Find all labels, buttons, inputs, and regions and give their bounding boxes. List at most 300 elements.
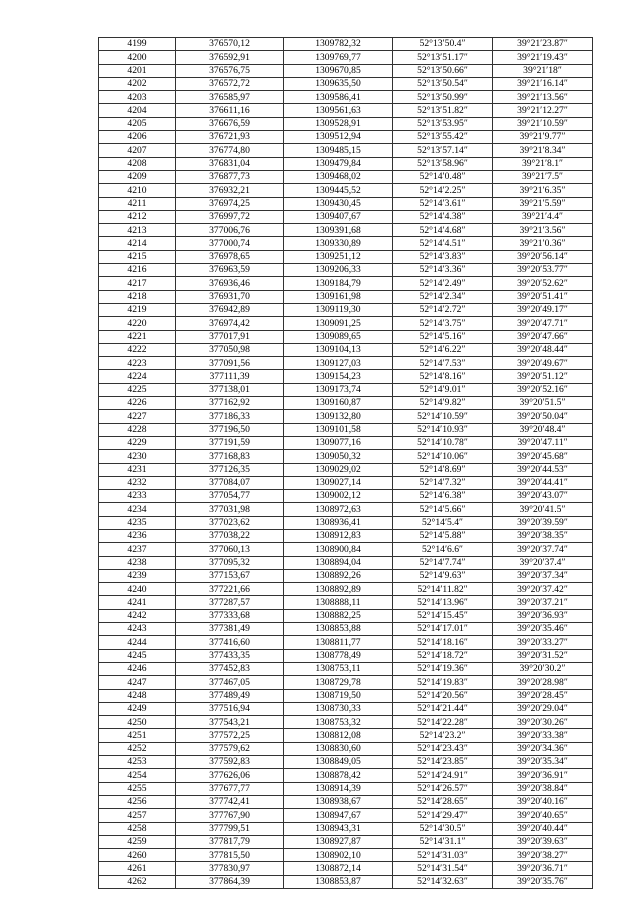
x-coordinate-cell: 377489,49 xyxy=(176,689,284,702)
y-coordinate-cell: 1309251,12 xyxy=(284,250,393,263)
point-number-cell: 4222 xyxy=(99,343,176,356)
table-row xyxy=(99,689,593,702)
table-row xyxy=(99,38,593,51)
y-coordinate-cell: 1309089,65 xyxy=(284,330,393,343)
longitude-cell: 39°20′40.65″ xyxy=(493,809,593,822)
y-coordinate-cell: 1308894,04 xyxy=(284,556,393,569)
table-row xyxy=(99,290,593,303)
x-coordinate-cell: 376978,65 xyxy=(176,250,284,263)
latitude-cell: 52°13′51.17″ xyxy=(393,51,493,64)
y-coordinate-cell: 1308892,26 xyxy=(284,569,393,582)
table-row xyxy=(99,490,593,503)
x-coordinate-cell: 376592,91 xyxy=(176,51,284,64)
latitude-cell: 52°13′51.82″ xyxy=(393,104,493,117)
x-coordinate-cell: 376963,59 xyxy=(176,264,284,277)
x-coordinate-cell: 377626,06 xyxy=(176,769,284,782)
x-coordinate-cell: 376997,72 xyxy=(176,210,284,223)
point-number-cell: 4245 xyxy=(99,649,176,662)
table-row xyxy=(99,516,593,529)
latitude-cell: 52°14′6.22″ xyxy=(393,343,493,356)
point-number-cell: 4208 xyxy=(99,157,176,170)
longitude-cell: 39°21′13.56″ xyxy=(493,91,593,104)
longitude-cell: 39°20′37.21″ xyxy=(493,596,593,609)
y-coordinate-cell: 1309430,45 xyxy=(284,197,393,210)
y-coordinate-cell: 1308753,11 xyxy=(284,662,393,675)
y-coordinate-cell: 1308811,77 xyxy=(284,636,393,649)
y-coordinate-cell: 1309528,91 xyxy=(284,117,393,130)
latitude-cell: 52°14′2.34″ xyxy=(393,290,493,303)
latitude-cell: 52°14′2.25″ xyxy=(393,184,493,197)
longitude-cell: 39°20′44.41″ xyxy=(493,476,593,489)
latitude-cell: 52°14′7.53″ xyxy=(393,357,493,370)
y-coordinate-cell: 1308888,11 xyxy=(284,596,393,609)
table-row xyxy=(99,862,593,875)
table-row xyxy=(99,131,593,144)
latitude-cell: 52°14′5.66″ xyxy=(393,503,493,516)
x-coordinate-cell: 377196,50 xyxy=(176,423,284,436)
y-coordinate-cell: 1309132,80 xyxy=(284,410,393,423)
x-coordinate-cell: 377543,21 xyxy=(176,716,284,729)
longitude-cell: 39°20′37.4″ xyxy=(493,556,593,569)
x-coordinate-cell: 377054,77 xyxy=(176,490,284,503)
y-coordinate-cell: 1309391,68 xyxy=(284,224,393,237)
table-row xyxy=(99,769,593,782)
point-number-cell: 4259 xyxy=(99,835,176,848)
latitude-cell: 52°14′10.93″ xyxy=(393,423,493,436)
latitude-cell: 52°14′30.5″ xyxy=(393,822,493,835)
longitude-cell: 39°20′52.62″ xyxy=(493,277,593,290)
x-coordinate-cell: 376585,97 xyxy=(176,91,284,104)
longitude-cell: 39°20′47.71″ xyxy=(493,317,593,330)
table-row xyxy=(99,237,593,250)
latitude-cell: 52°13′55.42″ xyxy=(393,131,493,144)
longitude-cell: 39°20′41.5″ xyxy=(493,503,593,516)
table-row xyxy=(99,609,593,622)
x-coordinate-cell: 377572,25 xyxy=(176,729,284,742)
table-row xyxy=(99,716,593,729)
latitude-cell: 52°14′29.47″ xyxy=(393,809,493,822)
x-coordinate-cell: 376942,89 xyxy=(176,303,284,316)
y-coordinate-cell: 1309184,79 xyxy=(284,277,393,290)
table-row xyxy=(99,729,593,742)
latitude-cell: 52°14′32.63″ xyxy=(393,875,493,888)
x-coordinate-cell: 377060,13 xyxy=(176,543,284,556)
x-coordinate-cell: 377677,77 xyxy=(176,782,284,795)
y-coordinate-cell: 1309119,30 xyxy=(284,303,393,316)
table-row xyxy=(99,623,593,636)
y-coordinate-cell: 1309029,02 xyxy=(284,463,393,476)
y-coordinate-cell: 1309161,98 xyxy=(284,290,393,303)
table-row xyxy=(99,77,593,90)
point-number-cell: 4240 xyxy=(99,583,176,596)
latitude-cell: 52°14′20.56″ xyxy=(393,689,493,702)
longitude-cell: 39°21′12.27″ xyxy=(493,104,593,117)
x-coordinate-cell: 377191,59 xyxy=(176,436,284,449)
latitude-cell: 52°14′22.28″ xyxy=(393,716,493,729)
point-number-cell: 4205 xyxy=(99,117,176,130)
x-coordinate-cell: 377433,35 xyxy=(176,649,284,662)
table-row xyxy=(99,104,593,117)
x-coordinate-cell: 377767,90 xyxy=(176,809,284,822)
longitude-cell: 39°20′36.71″ xyxy=(493,862,593,875)
y-coordinate-cell: 1309154,23 xyxy=(284,370,393,383)
latitude-cell: 52°14′2.49″ xyxy=(393,277,493,290)
latitude-cell: 52°14′4.38″ xyxy=(393,210,493,223)
longitude-cell: 39°20′44.53″ xyxy=(493,463,593,476)
x-coordinate-cell: 376877,73 xyxy=(176,170,284,183)
y-coordinate-cell: 1308927,87 xyxy=(284,835,393,848)
point-number-cell: 4223 xyxy=(99,357,176,370)
x-coordinate-cell: 376936,46 xyxy=(176,277,284,290)
x-coordinate-cell: 376570,12 xyxy=(176,38,284,51)
point-number-cell: 4219 xyxy=(99,303,176,316)
y-coordinate-cell: 1308972,63 xyxy=(284,503,393,516)
longitude-cell: 39°21′9.77″ xyxy=(493,131,593,144)
latitude-cell: 52°14′17.01″ xyxy=(393,623,493,636)
longitude-cell: 39°20′35.34″ xyxy=(493,756,593,769)
table-row xyxy=(99,676,593,689)
point-number-cell: 4230 xyxy=(99,450,176,463)
longitude-cell: 39°20′37.74″ xyxy=(493,543,593,556)
table-row xyxy=(99,343,593,356)
table-row xyxy=(99,476,593,489)
latitude-cell: 52°13′50.4″ xyxy=(393,38,493,51)
y-coordinate-cell: 1309104,13 xyxy=(284,343,393,356)
table-row xyxy=(99,835,593,848)
point-number-cell: 4241 xyxy=(99,596,176,609)
latitude-cell: 52°14′23.85″ xyxy=(393,756,493,769)
x-coordinate-cell: 377333,68 xyxy=(176,609,284,622)
longitude-cell: 39°20′56.14″ xyxy=(493,250,593,263)
latitude-cell: 52°14′15.45″ xyxy=(393,609,493,622)
x-coordinate-cell: 377095,32 xyxy=(176,556,284,569)
table-row xyxy=(99,144,593,157)
point-number-cell: 4229 xyxy=(99,436,176,449)
point-number-cell: 4220 xyxy=(99,317,176,330)
x-coordinate-cell: 377023,62 xyxy=(176,516,284,529)
y-coordinate-cell: 1309635,50 xyxy=(284,77,393,90)
point-number-cell: 4216 xyxy=(99,264,176,277)
y-coordinate-cell: 1309782,32 xyxy=(284,38,393,51)
table-row xyxy=(99,463,593,476)
x-coordinate-cell: 377186,33 xyxy=(176,410,284,423)
longitude-cell: 39°20′53.77″ xyxy=(493,264,593,277)
y-coordinate-cell: 1309077,16 xyxy=(284,436,393,449)
point-number-cell: 4209 xyxy=(99,170,176,183)
longitude-cell: 39°20′30.2″ xyxy=(493,662,593,675)
x-coordinate-cell: 377038,22 xyxy=(176,529,284,542)
x-coordinate-cell: 377864,39 xyxy=(176,875,284,888)
table-row xyxy=(99,795,593,808)
x-coordinate-cell: 376931,70 xyxy=(176,290,284,303)
table-row xyxy=(99,157,593,170)
table-row xyxy=(99,184,593,197)
table-row xyxy=(99,809,593,822)
latitude-cell: 52°13′50.54″ xyxy=(393,77,493,90)
table-row xyxy=(99,596,593,609)
x-coordinate-cell: 377381,49 xyxy=(176,623,284,636)
latitude-cell: 52°14′5.88″ xyxy=(393,529,493,542)
x-coordinate-cell: 377592,83 xyxy=(176,756,284,769)
table-row xyxy=(99,503,593,516)
latitude-cell: 52°14′13.96″ xyxy=(393,596,493,609)
point-number-cell: 4253 xyxy=(99,756,176,769)
table-row xyxy=(99,543,593,556)
longitude-cell: 39°21′19.43″ xyxy=(493,51,593,64)
y-coordinate-cell: 1308900,84 xyxy=(284,543,393,556)
latitude-cell: 52°13′50.66″ xyxy=(393,64,493,77)
latitude-cell: 52°14′10.06″ xyxy=(393,450,493,463)
point-number-cell: 4221 xyxy=(99,330,176,343)
point-number-cell: 4244 xyxy=(99,636,176,649)
longitude-cell: 39°20′50.04″ xyxy=(493,410,593,423)
latitude-cell: 52°14′4.51″ xyxy=(393,237,493,250)
longitude-cell: 39°20′52.16″ xyxy=(493,383,593,396)
latitude-cell: 52°14′28.65″ xyxy=(393,795,493,808)
longitude-cell: 39°21′4.4″ xyxy=(493,210,593,223)
latitude-cell: 52°14′19.36″ xyxy=(393,662,493,675)
point-number-cell: 4261 xyxy=(99,862,176,875)
table-row xyxy=(99,662,593,675)
point-number-cell: 4217 xyxy=(99,277,176,290)
longitude-cell: 39°20′48.4″ xyxy=(493,423,593,436)
y-coordinate-cell: 1308902,10 xyxy=(284,849,393,862)
latitude-cell: 52°14′9.63″ xyxy=(393,569,493,582)
longitude-cell: 39°21′8.1″ xyxy=(493,157,593,170)
table-row xyxy=(99,250,593,263)
point-number-cell: 4256 xyxy=(99,795,176,808)
point-number-cell: 4206 xyxy=(99,131,176,144)
table-row xyxy=(99,556,593,569)
point-number-cell: 4238 xyxy=(99,556,176,569)
x-coordinate-cell: 377467,05 xyxy=(176,676,284,689)
longitude-cell: 39°20′35.46″ xyxy=(493,623,593,636)
point-number-cell: 4199 xyxy=(99,38,176,51)
longitude-cell: 39°20′40.16″ xyxy=(493,795,593,808)
latitude-cell: 52°14′7.32″ xyxy=(393,476,493,489)
point-number-cell: 4235 xyxy=(99,516,176,529)
latitude-cell: 52°14′31.54″ xyxy=(393,862,493,875)
point-number-cell: 4257 xyxy=(99,809,176,822)
y-coordinate-cell: 1308938,67 xyxy=(284,795,393,808)
table-row xyxy=(99,649,593,662)
longitude-cell: 39°20′39.63″ xyxy=(493,835,593,848)
longitude-cell: 39°20′51.5″ xyxy=(493,397,593,410)
longitude-cell: 39°20′48.44″ xyxy=(493,343,593,356)
x-coordinate-cell: 377050,98 xyxy=(176,343,284,356)
x-coordinate-cell: 377742,41 xyxy=(176,795,284,808)
table-row xyxy=(99,822,593,835)
latitude-cell: 52°14′19.83″ xyxy=(393,676,493,689)
y-coordinate-cell: 1308730,33 xyxy=(284,702,393,715)
y-coordinate-cell: 1309173,74 xyxy=(284,383,393,396)
y-coordinate-cell: 1308947,67 xyxy=(284,809,393,822)
point-number-cell: 4210 xyxy=(99,184,176,197)
x-coordinate-cell: 376572,72 xyxy=(176,77,284,90)
latitude-cell: 52°14′31.03″ xyxy=(393,849,493,862)
latitude-cell: 52°14′31.1″ xyxy=(393,835,493,848)
y-coordinate-cell: 1309330,89 xyxy=(284,237,393,250)
x-coordinate-cell: 376932,21 xyxy=(176,184,284,197)
point-number-cell: 4254 xyxy=(99,769,176,782)
point-number-cell: 4225 xyxy=(99,383,176,396)
latitude-cell: 52°14′5.4″ xyxy=(393,516,493,529)
longitude-cell: 39°20′28.98″ xyxy=(493,676,593,689)
x-coordinate-cell: 376576,75 xyxy=(176,64,284,77)
point-number-cell: 4251 xyxy=(99,729,176,742)
point-number-cell: 4211 xyxy=(99,197,176,210)
latitude-cell: 52°14′6.6″ xyxy=(393,543,493,556)
point-number-cell: 4247 xyxy=(99,676,176,689)
y-coordinate-cell: 1308853,87 xyxy=(284,875,393,888)
point-number-cell: 4236 xyxy=(99,529,176,542)
latitude-cell: 52°14′6.38″ xyxy=(393,490,493,503)
point-number-cell: 4246 xyxy=(99,662,176,675)
table-row xyxy=(99,742,593,755)
y-coordinate-cell: 1308878,42 xyxy=(284,769,393,782)
latitude-cell: 52°14′23.2″ xyxy=(393,729,493,742)
point-number-cell: 4212 xyxy=(99,210,176,223)
longitude-cell: 39°21′7.5″ xyxy=(493,170,593,183)
table-row xyxy=(99,277,593,290)
latitude-cell: 52°14′4.68″ xyxy=(393,224,493,237)
y-coordinate-cell: 1309101,58 xyxy=(284,423,393,436)
point-number-cell: 4237 xyxy=(99,543,176,556)
longitude-cell: 39°20′36.93″ xyxy=(493,609,593,622)
longitude-cell: 39°21′23.87″ xyxy=(493,38,593,51)
y-coordinate-cell: 1309468,02 xyxy=(284,170,393,183)
point-number-cell: 4250 xyxy=(99,716,176,729)
longitude-cell: 39°20′38.27″ xyxy=(493,849,593,862)
x-coordinate-cell: 377416,60 xyxy=(176,636,284,649)
latitude-cell: 52°13′58.96″ xyxy=(393,157,493,170)
table-row xyxy=(99,317,593,330)
point-number-cell: 4215 xyxy=(99,250,176,263)
y-coordinate-cell: 1309512,94 xyxy=(284,131,393,144)
latitude-cell: 52°13′50.99″ xyxy=(393,91,493,104)
x-coordinate-cell: 377815,50 xyxy=(176,849,284,862)
point-number-cell: 4231 xyxy=(99,463,176,476)
longitude-cell: 39°20′43.07″ xyxy=(493,490,593,503)
x-coordinate-cell: 376611,16 xyxy=(176,104,284,117)
y-coordinate-cell: 1308812,08 xyxy=(284,729,393,742)
x-coordinate-cell: 377126,35 xyxy=(176,463,284,476)
longitude-cell: 39°21′3.56″ xyxy=(493,224,593,237)
x-coordinate-cell: 376721,93 xyxy=(176,131,284,144)
x-coordinate-cell: 377162,92 xyxy=(176,397,284,410)
longitude-cell: 39°21′16.14″ xyxy=(493,77,593,90)
x-coordinate-cell: 376831,04 xyxy=(176,157,284,170)
latitude-cell: 52°14′11.82″ xyxy=(393,583,493,596)
table-row xyxy=(99,782,593,795)
y-coordinate-cell: 1308729,78 xyxy=(284,676,393,689)
longitude-cell: 39°20′33.38″ xyxy=(493,729,593,742)
point-number-cell: 4203 xyxy=(99,91,176,104)
point-number-cell: 4252 xyxy=(99,742,176,755)
latitude-cell: 52°14′3.83″ xyxy=(393,250,493,263)
y-coordinate-cell: 1309206,33 xyxy=(284,264,393,277)
latitude-cell: 52°14′10.78″ xyxy=(393,436,493,449)
longitude-cell: 39°20′49.67″ xyxy=(493,357,593,370)
latitude-cell: 52°14′0.48″ xyxy=(393,170,493,183)
x-coordinate-cell: 377579,62 xyxy=(176,742,284,755)
table-row xyxy=(99,64,593,77)
table-row xyxy=(99,210,593,223)
table-row xyxy=(99,410,593,423)
x-coordinate-cell: 377017,91 xyxy=(176,330,284,343)
longitude-cell: 39°20′30.26″ xyxy=(493,716,593,729)
table-row xyxy=(99,436,593,449)
point-number-cell: 4200 xyxy=(99,51,176,64)
table-row xyxy=(99,303,593,316)
x-coordinate-cell: 377111,39 xyxy=(176,370,284,383)
point-number-cell: 4239 xyxy=(99,569,176,582)
point-number-cell: 4201 xyxy=(99,64,176,77)
point-number-cell: 4260 xyxy=(99,849,176,862)
latitude-cell: 52°14′10.59″ xyxy=(393,410,493,423)
x-coordinate-cell: 377168,83 xyxy=(176,450,284,463)
latitude-cell: 52°14′5.16″ xyxy=(393,330,493,343)
latitude-cell: 52°14′18.16″ xyxy=(393,636,493,649)
y-coordinate-cell: 1309479,84 xyxy=(284,157,393,170)
x-coordinate-cell: 377287,57 xyxy=(176,596,284,609)
y-coordinate-cell: 1308872,14 xyxy=(284,862,393,875)
table-row xyxy=(99,51,593,64)
table-row xyxy=(99,423,593,436)
longitude-cell: 39°20′38.35″ xyxy=(493,529,593,542)
longitude-cell: 39°20′37.34″ xyxy=(493,569,593,582)
x-coordinate-cell: 377153,67 xyxy=(176,569,284,582)
y-coordinate-cell: 1309769,77 xyxy=(284,51,393,64)
point-number-cell: 4214 xyxy=(99,237,176,250)
longitude-cell: 39°20′35.76″ xyxy=(493,875,593,888)
point-number-cell: 4226 xyxy=(99,397,176,410)
longitude-cell: 39°20′28.45″ xyxy=(493,689,593,702)
table-row xyxy=(99,357,593,370)
latitude-cell: 52°14′18.72″ xyxy=(393,649,493,662)
longitude-cell: 39°21′6.35″ xyxy=(493,184,593,197)
y-coordinate-cell: 1309485,15 xyxy=(284,144,393,157)
x-coordinate-cell: 377031,98 xyxy=(176,503,284,516)
longitude-cell: 39°20′47.11″ xyxy=(493,436,593,449)
longitude-cell: 39°20′37.42″ xyxy=(493,583,593,596)
point-number-cell: 4227 xyxy=(99,410,176,423)
y-coordinate-cell: 1308892,89 xyxy=(284,583,393,596)
longitude-cell: 39°20′40.44″ xyxy=(493,822,593,835)
table-row xyxy=(99,636,593,649)
latitude-cell: 52°13′57.14″ xyxy=(393,144,493,157)
longitude-cell: 39°21′10.59″ xyxy=(493,117,593,130)
y-coordinate-cell: 1309091,25 xyxy=(284,317,393,330)
latitude-cell: 52°14′9.82″ xyxy=(393,397,493,410)
y-coordinate-cell: 1309670,85 xyxy=(284,64,393,77)
table-row xyxy=(99,450,593,463)
table-row xyxy=(99,370,593,383)
latitude-cell: 52°13′53.95″ xyxy=(393,117,493,130)
point-number-cell: 4202 xyxy=(99,77,176,90)
point-number-cell: 4242 xyxy=(99,609,176,622)
longitude-cell: 39°20′34.36″ xyxy=(493,742,593,755)
y-coordinate-cell: 1308914,39 xyxy=(284,782,393,795)
latitude-cell: 52°14′8.16″ xyxy=(393,370,493,383)
table-row xyxy=(99,383,593,396)
latitude-cell: 52°14′7.74″ xyxy=(393,556,493,569)
y-coordinate-cell: 1308912,83 xyxy=(284,529,393,542)
y-coordinate-cell: 1308936,41 xyxy=(284,516,393,529)
y-coordinate-cell: 1309050,32 xyxy=(284,450,393,463)
latitude-cell: 52°14′21.44″ xyxy=(393,702,493,715)
longitude-cell: 39°21′18″ xyxy=(493,64,593,77)
